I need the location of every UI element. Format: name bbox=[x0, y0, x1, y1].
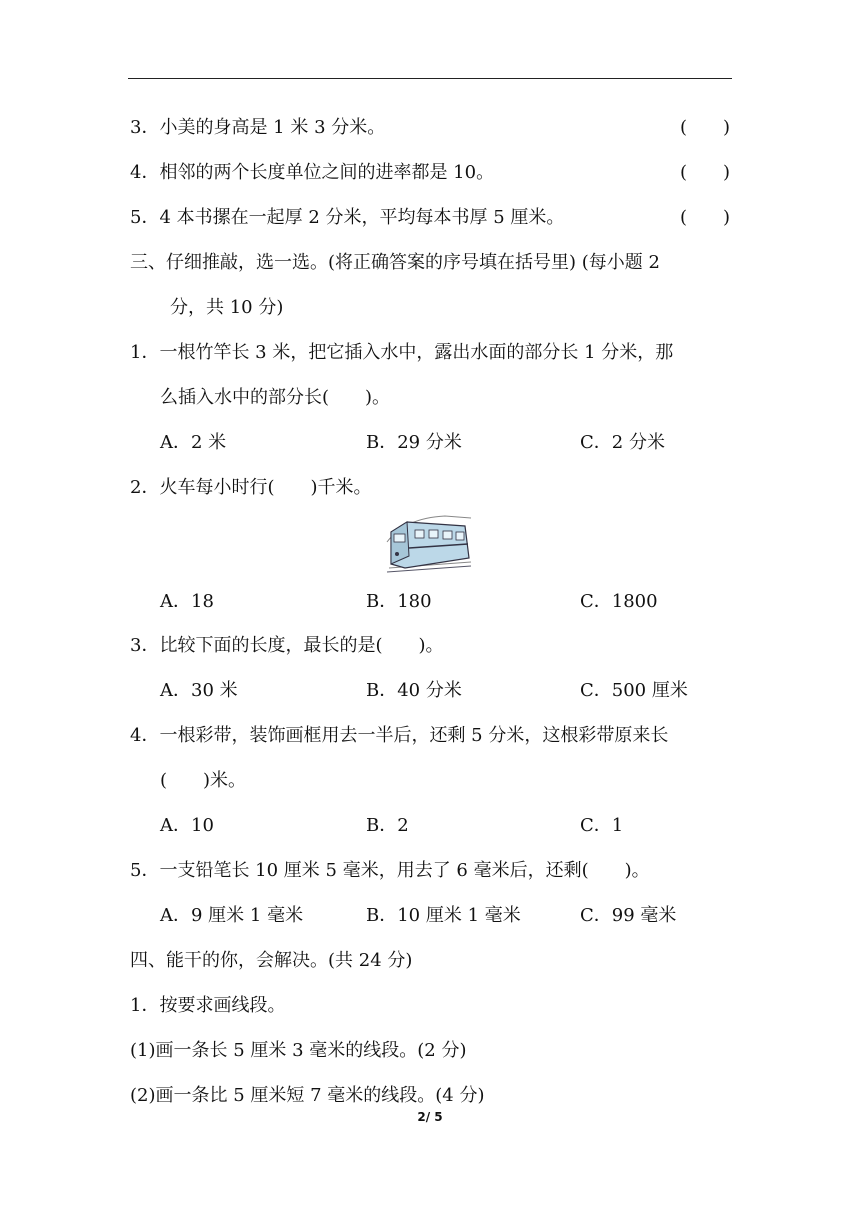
q4-option-c[interactable]: C．1 bbox=[580, 815, 624, 836]
q5-option-b[interactable]: B．10 厘米 1 毫米 bbox=[366, 905, 521, 926]
section3-title-cont: 分，共 10 分) bbox=[170, 297, 284, 318]
q3-option-a[interactable]: A．30 米 bbox=[160, 680, 238, 701]
q1-option-a[interactable]: A．2 米 bbox=[160, 432, 227, 453]
q5-stem: 5．一支铅笔长 10 厘米 5 毫米，用去了 6 毫米后，还剩( )。 bbox=[130, 860, 650, 881]
train-illustration bbox=[385, 512, 473, 576]
q1-option-b[interactable]: B．29 分米 bbox=[366, 432, 462, 453]
q5-option-c[interactable]: C．99 毫米 bbox=[580, 905, 677, 926]
q3-stem: 3．比较下面的长度，最长的是( )。 bbox=[130, 635, 444, 656]
q1-stem: 1．一根竹竿长 3 米，把它插入水中，露出水面的部分长 1 分米，那 bbox=[130, 342, 674, 363]
q2-option-c[interactable]: C．1800 bbox=[580, 591, 658, 612]
judge-item-3 bbox=[130, 115, 730, 141]
q1-option-c[interactable]: C．2 分米 bbox=[580, 432, 665, 453]
q5-option-a[interactable]: A．9 厘米 1 毫米 bbox=[160, 905, 304, 926]
judge-item-text: 4．相邻的两个长度单位之间的进率都是 10。 bbox=[130, 162, 495, 183]
section3-title: 三、仔细推敲，选一选。(将正确答案的序号填在括号里) (每小题 2 bbox=[130, 252, 660, 273]
answer-paren[interactable]: ( ) bbox=[679, 162, 730, 183]
section4-title: 四、能干的你，会解决。(共 24 分) bbox=[130, 950, 413, 971]
section4-sub2: (2)画一条比 5 厘米短 7 毫米的线段。(4 分) bbox=[130, 1085, 485, 1106]
section4-sub1: (1)画一条长 5 厘米 3 毫米的线段。(2 分) bbox=[130, 1040, 467, 1061]
judge-item-text: 3．小美的身高是 1 米 3 分米。 bbox=[130, 117, 386, 138]
q4-stem: 4．一根彩带，装饰画框用去一半后，还剩 5 分米，这根彩带原来长 bbox=[130, 725, 669, 746]
section4-q1: 1．按要求画线段。 bbox=[130, 995, 286, 1016]
q4-option-a[interactable]: A．10 bbox=[160, 815, 214, 836]
judge-item-5 bbox=[130, 205, 730, 231]
header-rule bbox=[128, 78, 732, 79]
q2-option-a[interactable]: A．18 bbox=[160, 591, 214, 612]
q2-option-b[interactable]: B．180 bbox=[366, 591, 432, 612]
q3-option-c[interactable]: C．500 厘米 bbox=[580, 680, 688, 701]
judge-item-text: 5．4 本书摞在一起厚 2 分米，平均每本书厚 5 厘米。 bbox=[130, 207, 565, 228]
q2-stem: 2．火车每小时行( )千米。 bbox=[130, 477, 372, 498]
judge-item-4 bbox=[130, 160, 730, 186]
q3-option-b[interactable]: B．40 分米 bbox=[366, 680, 462, 701]
q4-stem-cont: ( )米。 bbox=[160, 770, 247, 791]
answer-paren[interactable]: ( ) bbox=[679, 117, 730, 138]
q4-option-b[interactable]: B．2 bbox=[366, 815, 409, 836]
page-number: 2/ 5 bbox=[417, 1110, 443, 1124]
answer-paren[interactable]: ( ) bbox=[679, 207, 730, 228]
q1-stem-cont: 么插入水中的部分长( )。 bbox=[160, 387, 391, 408]
